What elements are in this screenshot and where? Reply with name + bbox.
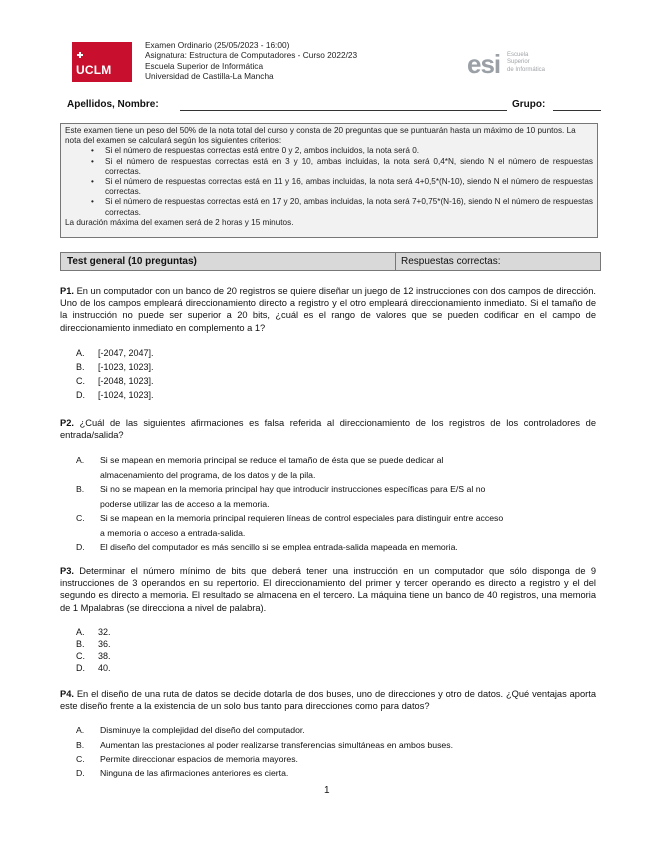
option-text: [-2048, 1023]. — [98, 376, 154, 386]
option-text: 36. — [98, 639, 111, 649]
option-c[interactable] — [76, 375, 154, 387]
option-letter: A. — [76, 725, 85, 735]
school-name: Escuela Superior de Informática — [145, 60, 264, 71]
option-text: [-2047, 2047]. — [98, 348, 154, 358]
option-d[interactable] — [76, 662, 111, 674]
option-text: [-1024, 1023]. — [98, 390, 154, 400]
criteria-text: Si el número de respuestas correctas está en 3 y 10, ambas incluidas, la nota será 0,4*N, siendo N el número de respuestas correctas. — [105, 156, 593, 176]
option-text: almacenamiento del programa, de los datos y de la pila. — [100, 469, 316, 480]
duration-note: La duración máxima del examen será de 2 horas y 15 minutos. — [65, 217, 294, 227]
question-1 — [60, 285, 596, 334]
page-number: 1 — [324, 785, 330, 796]
group-label: Grupo: — [512, 99, 546, 110]
test-header-table — [60, 252, 601, 271]
question-text: En el diseño de una ruta de datos se decide dotarla de dos buses, uno de direcciones y otro de datos. ¿Qué ventajas aporta este diseño frente a la existencia de un solo bus tanto para direcciones como para datos? — [60, 689, 596, 712]
option-text: Disminuye la complejidad del diseño del computador. — [100, 725, 305, 735]
option-text: Permite direccionar espacios de memoria mayores. — [100, 754, 298, 764]
question-number: P2. — [60, 418, 74, 428]
test-title: Test general (10 preguntas) — [67, 256, 197, 267]
esi-logo-mark: esi — [467, 49, 501, 79]
esi-text-line: Escuela — [507, 52, 529, 58]
university-name: Universidad de Castilla-La Mancha — [145, 71, 274, 82]
question-3 — [60, 565, 596, 614]
criteria-text: Si el número de respuestas correctas está entre 0 y 2, ambos incluidos, la nota será 0. — [105, 146, 420, 156]
esi-text-line: Superior — [507, 59, 530, 66]
option-letter: C. — [76, 376, 85, 386]
grading-criteria-list — [65, 146, 593, 217]
criteria-item: • Si el número de respuestas correctas está en 3 y 10, ambas incluidas, la nota será 0,4*N, siendo N el número de respuestas correctas. — [91, 156, 593, 176]
option-letter: B. — [76, 484, 85, 494]
exam-header — [145, 40, 357, 82]
option-letter: D. — [76, 542, 85, 552]
criteria-text: Si el número de respuestas correctas está en 11 y 16, ambas incluidas, la nota será 4+0,5*(N-10), siendo N el número de respuestas correctas. — [105, 177, 593, 197]
option-c[interactable] — [76, 752, 546, 767]
cross-icon — [77, 52, 83, 58]
option-text: Si se mapean en memoria principal se reduce el tamaño de ésta que se puede dedicar al — [100, 455, 444, 465]
option-b[interactable] — [76, 738, 546, 753]
option-c[interactable] — [76, 650, 111, 662]
option-a[interactable] — [76, 347, 154, 359]
option-text: a memoria o acceso a entrada-salida. — [100, 527, 246, 538]
option-text: Aumentan las prestaciones al poder realizarse transferencias simultáneas en ambos buses. — [100, 740, 453, 750]
option-letter: D. — [76, 390, 85, 400]
name-field[interactable] — [180, 110, 507, 111]
uclm-logo — [72, 42, 132, 82]
option-letter: D. — [76, 768, 85, 778]
option-letter: C. — [76, 754, 85, 764]
criteria-item: • Si el número de respuestas correctas está en 11 y 16, ambas incluidas, la nota será 4+0,5*(N-10), siendo N el número de respuestas correctas. — [91, 177, 593, 197]
criteria-text: Si el número de respuestas correctas está en 17 y 20, ambas incluidas, la nota será 7+0,75*(N-16), siendo N el número de respuestas correctas. — [105, 197, 593, 217]
option-d[interactable] — [76, 766, 546, 781]
esi-logo-text — [507, 52, 545, 74]
exam-instructions-box — [60, 123, 598, 238]
option-b[interactable] — [76, 482, 546, 511]
option-d[interactable] — [76, 389, 154, 401]
option-text: Si se mapean en la memoria principal requieren líneas de control especiales para distinguir entre acceso — [100, 513, 504, 523]
esi-logo — [467, 50, 557, 80]
option-letter: B. — [76, 362, 85, 372]
option-letter: C. — [76, 651, 85, 661]
option-text: 32. — [98, 627, 111, 637]
uclm-logo-text: UCLM — [76, 63, 112, 77]
option-text: Si no se mapean en la memoria principal hay que introducir instrucciones específicas para E/S al no — [100, 484, 486, 494]
question-text: ¿Cuál de las siguientes afirmaciones es falsa referida al direccionamiento de los registros de los controladores de entrada/salida? — [60, 418, 596, 441]
option-a[interactable] — [76, 723, 546, 738]
option-b[interactable] — [76, 638, 111, 650]
option-letter: A. — [76, 348, 85, 358]
option-text: [-1023, 1023]. — [98, 362, 154, 372]
group-field[interactable] — [553, 110, 601, 111]
exam-title: Examen Ordinario (25/05/2023 - 16:00) — [145, 40, 290, 50]
option-text: poderse utilizar las de acceso a la memoria. — [100, 498, 270, 509]
instructions-intro: Este examen tiene un peso del 50% de la nota total del curso y consta de 20 preguntas que se puntuarán hasta un máximo de 10 puntos. La nota del examen se calculará según los siguientes criterios: — [65, 126, 576, 146]
option-letter: C. — [76, 513, 85, 523]
option-c[interactable] — [76, 511, 546, 540]
question-text: Determinar el número mínimo de bits que deberá tener una instrucción en un computador que sólo disponga de 9 instrucciones de 3 operandos en su repertorio. El direccionamiento del primer y tercer operando es directo a registro y el del segundo es directo a memoria. El resultado se almacena en el tercero. La máquina tiene un banco de 40 registros, una memoria de 1 Mpalabras (se direcciona a nivel de palabra). — [60, 566, 596, 613]
option-a[interactable] — [76, 453, 546, 482]
option-letter: B. — [76, 740, 85, 750]
question-number: P1. — [60, 286, 74, 296]
criteria-item: • Si el número de respuestas correctas está entre 0 y 2, ambos incluidos, la nota será 0. — [91, 146, 420, 156]
option-letter: D. — [76, 663, 85, 673]
option-text: El diseño del computador es más sencillo si se emplea entrada-salida mapeada en memoria. — [100, 542, 458, 552]
option-text: Ninguna de las afirmaciones anteriores es cierta. — [100, 768, 289, 778]
esi-text-line: de Informática — [507, 66, 546, 73]
option-d[interactable] — [76, 540, 546, 555]
name-label: Apellidos, Nombre: — [67, 99, 159, 110]
option-letter: A. — [76, 455, 85, 465]
option-b[interactable] — [76, 361, 154, 373]
option-letter: B. — [76, 639, 85, 649]
question-number: P4. — [60, 689, 74, 699]
answers-label: Respuestas correctas: — [401, 256, 501, 267]
option-a[interactable] — [76, 626, 111, 638]
option-text: 38. — [98, 651, 111, 661]
question-2 — [60, 417, 596, 441]
question-4 — [60, 688, 596, 712]
question-text: En un computador con un banco de 20 registros se quiere diseñar un juego de 12 instrucciones con dos campos de dirección. Uno de los campos empleará direccionamiento directo a registro y el otro empleará direccionamiento inmediato. Si el tamaño de la instrucción no puede ser superior a 20 bits, ¿cuál es el rango de valores que se pueden codificar en el campo de direccionamiento inmediato en complemento a 1? — [60, 286, 596, 333]
option-letter: A. — [76, 627, 85, 637]
table-divider — [395, 253, 396, 270]
course-subject: Asignatura: Estructura de Computadores - Curso 2022/23 — [145, 50, 358, 61]
option-text: 40. — [98, 663, 111, 673]
criteria-item: • Si el número de respuestas correctas está en 17 y 20, ambas incluidas, la nota será 7+0,75*(N-16), siendo N el número de respuestas correctas. — [91, 197, 593, 217]
question-number: P3. — [60, 566, 74, 576]
